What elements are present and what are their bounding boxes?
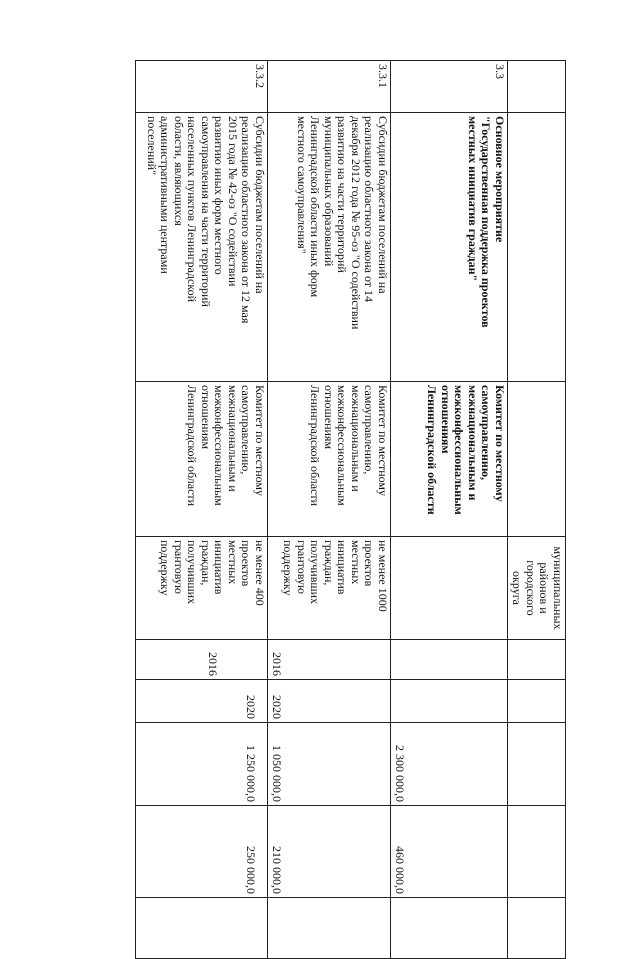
row-executor bbox=[508, 382, 566, 537]
row-total: 1 250 000,0 bbox=[136, 723, 268, 806]
row-title: Субсидии бюджетам поселений на реализацию областного закона от 12 мая 2015 года № 42-оз "О содействии развитию иных форм местного самоуправления на части территорий населенных пунктов Ленинградской области, являющихся административными центрами поселений" bbox=[136, 113, 268, 382]
row-indicator: муниципальных районов и городского округа bbox=[508, 537, 566, 640]
row-extra bbox=[391, 898, 508, 959]
row-executor: Комитет по местному самоуправлению, межнациональным и межконфессиональным отношениям Ленинградской области bbox=[391, 382, 508, 537]
row-share: 210 000,0 bbox=[268, 806, 391, 898]
row-start: 2016 bbox=[136, 640, 268, 680]
row-total: 2 300 000,0 bbox=[391, 723, 508, 806]
row-indicator: не менее 400 проектов местных инициатив граждан, получивших грантовую поддержку bbox=[136, 537, 268, 640]
row-extra bbox=[508, 898, 566, 959]
row-end bbox=[508, 680, 566, 723]
row-id: 3.3 bbox=[391, 61, 508, 113]
row-share: 460 000,0 bbox=[391, 806, 508, 898]
row-extra bbox=[268, 898, 391, 959]
row-indicator bbox=[391, 537, 508, 640]
row-end bbox=[391, 680, 508, 723]
row-total bbox=[508, 723, 566, 806]
row-extra bbox=[136, 898, 268, 959]
row-start: 2016 bbox=[268, 640, 391, 680]
row-total: 1 050 000,0 bbox=[268, 723, 391, 806]
row-id: 3.3.1 bbox=[268, 61, 391, 113]
table-row bbox=[136, 61, 268, 959]
row-start bbox=[391, 640, 508, 680]
table-row bbox=[508, 61, 566, 959]
row-executor: Комитет по местному самоуправлению, межнациональным и межконфессиональным отношениям Ленинградской области bbox=[136, 382, 268, 537]
program-table bbox=[135, 60, 566, 959]
row-executor: Комитет по местному самоуправлению, межнациональным и межконфессиональным отношениям Ленинградской области bbox=[268, 382, 391, 537]
table-row bbox=[268, 61, 391, 959]
row-start bbox=[508, 640, 566, 680]
row-title bbox=[508, 113, 566, 382]
row-title: Основное мероприятие "Государственная поддержка проектов местных инициатив граждан" bbox=[391, 113, 508, 382]
row-id bbox=[508, 61, 566, 113]
row-end: 2020 bbox=[136, 680, 268, 723]
table-row bbox=[391, 61, 508, 959]
row-share: 250 000,0 bbox=[136, 806, 268, 898]
row-id: 3.3.2 bbox=[136, 61, 268, 113]
row-title: Субсидии бюджетам поселений на реализацию областного закона от 14 декабря 2012 года № 95-оз "О содействии развитию на части территорий муниципальных образований Ленинградской области иных форм местного самоуправления" bbox=[268, 113, 391, 382]
row-share bbox=[508, 806, 566, 898]
row-end: 2020 bbox=[268, 680, 391, 723]
row-indicator: не менее 1000 проектов местных инициатив граждан, получивших грантовую поддержку bbox=[268, 537, 391, 640]
